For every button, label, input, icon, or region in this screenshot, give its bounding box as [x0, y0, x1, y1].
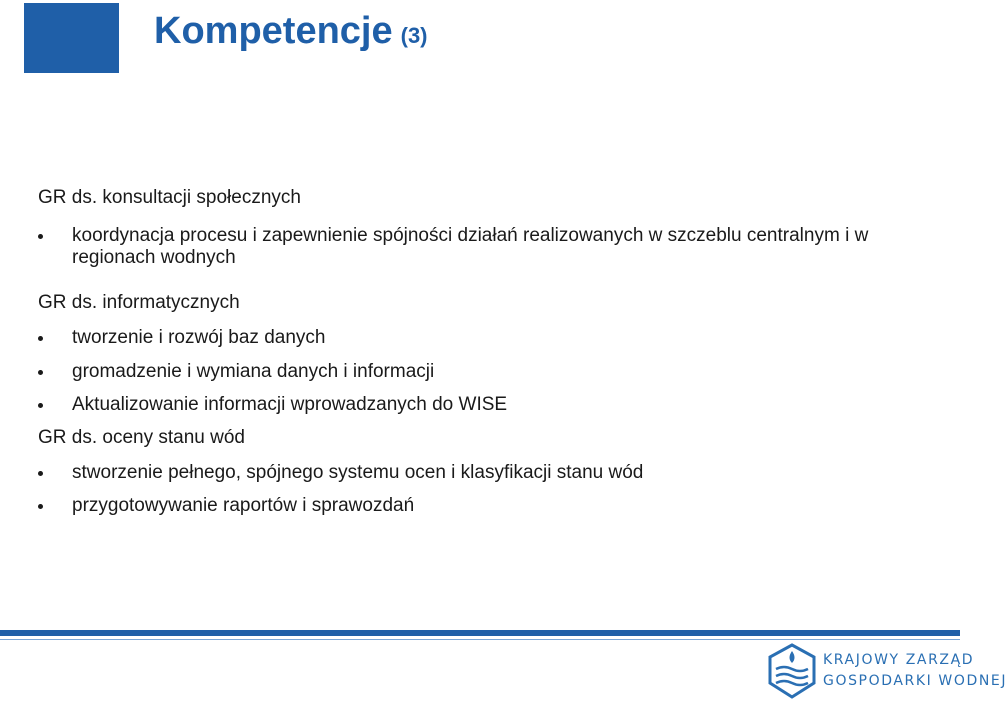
list-item	[38, 327, 898, 349]
bullet-icon	[38, 403, 43, 408]
title-text: Kompetencje	[154, 10, 393, 52]
list-item-text: gromadzenie i wymiana danych i informacji	[72, 361, 435, 382]
logo-text-line1: KRAJOWY ZARZĄD	[823, 652, 975, 668]
list-item-text: przygotowywanie raportów i sprawozdań	[72, 495, 415, 516]
bullet-icon	[38, 504, 43, 509]
water-drop-logo-icon	[766, 643, 818, 699]
accent-square	[24, 3, 119, 73]
bullet-icon	[38, 471, 43, 476]
title-count: (3)	[400, 23, 428, 48]
list-item	[38, 361, 898, 383]
bullet-icon	[38, 336, 43, 341]
list-item-text: koordynacja procesu i zapewnienie spójności działań realizowanych w szczeblu centralnym i w regionach wodnych	[72, 225, 869, 268]
page-title	[154, 10, 428, 53]
section-heading-it: GR ds. informatycznych	[38, 292, 240, 313]
list-item	[38, 394, 898, 416]
footer-line	[0, 639, 960, 640]
list-item	[38, 495, 898, 517]
section-heading-water-status: GR ds. oceny stanu wód	[38, 427, 245, 448]
footer-bar	[0, 630, 960, 636]
list-item-text: Aktualizowanie informacji wprowadzanych do WISE	[72, 394, 508, 415]
section-heading-consultation: GR ds. konsultacji społecznych	[38, 187, 301, 208]
list-item	[38, 225, 898, 269]
list-item-text: stworzenie pełnego, spójnego systemu ocen i klasyfikacji stanu wód	[72, 462, 644, 483]
logo-text-line2: GOSPODARKI WODNEJ	[823, 673, 1007, 689]
list-item-text: tworzenie i rozwój baz danych	[72, 327, 326, 348]
bullet-icon	[38, 370, 43, 375]
bullet-icon	[38, 234, 43, 239]
list-item	[38, 462, 898, 484]
